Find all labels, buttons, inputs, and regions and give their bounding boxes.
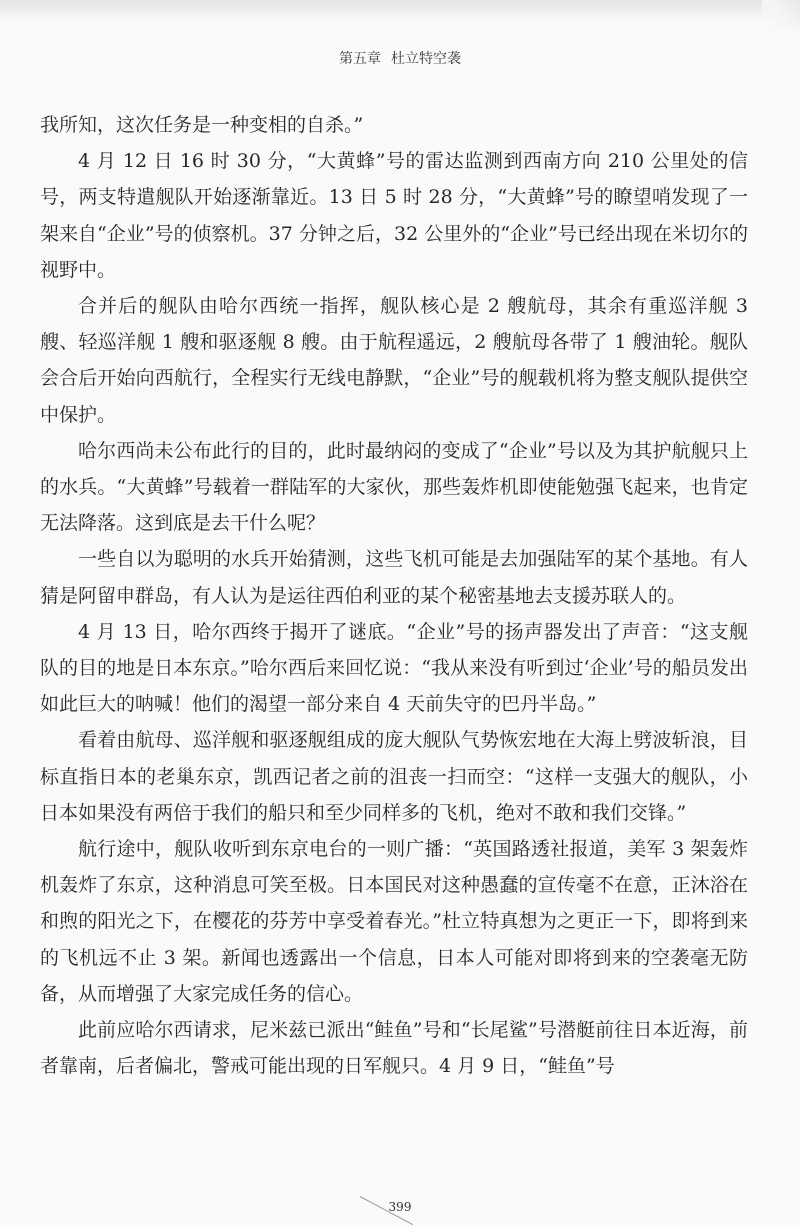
paragraph: 4 月 13 日，哈尔西终于揭开了谜底。“企业”号的扬声器发出了声音：“这支舰队的目的地是日本东京。”哈尔西后来回忆说：“我从来没有听到过‘企业’号的船员发出如此巨大的呐喊！他们的渴望一部分来自 4 天前失守的巴丹半岛。” — [40, 620, 748, 716]
chapter-title: 杜立特空袭 — [391, 51, 461, 67]
page-corner — [762, 0, 800, 30]
running-header — [0, 48, 800, 68]
scan-shadow — [0, 0, 800, 22]
paragraph: 我所知，这次任务是一种变相的自杀。” — [40, 114, 364, 136]
chapter-label: 第五章 — [339, 51, 381, 67]
body-text — [40, 107, 748, 1084]
paragraph: 看着由航母、巡洋舰和驱逐舰组成的庞大舰队气势恢宏地在大海上劈波斩浪，目标直指日本的老巢东京，凯西记者之前的沮丧一扫而空：“这样一支强大的舰队，小日本如果没有两倍于我们的船只和至少同样多的飞机，绝对不敢和我们交锋。” — [40, 729, 748, 824]
paragraph: 合并后的舰队由哈尔西统一指挥，舰队核心是 2 艘航母，其余有重巡洋舰 3 艘、轻巡洋舰 1 艘和驱逐舰 8 艘。由于航程遥远，2 艘航母各带了 1 艘油轮。舰队会合后开始向西航行，全程实行无线电静默，“企业”号的舰载机将为整支舰队提供空中保护。 — [40, 295, 748, 426]
paragraph: 哈尔西尚未公布此行的目的，此时最纳闷的变成了“企业”号以及为其护航舰只上的水兵。“大黄蜂”号载着一群陆军的大家伙，那些轰炸机即使能勉强飞起来，也肯定无法降落。这到底是去干什么呢？ — [40, 439, 748, 535]
paragraph: 一些自以为聪明的水兵开始猜测，这些飞机可能是去加强陆军的某个基地。有人猜是阿留申群岛，有人认为是运往西伯利亚的某个秘密基地去支援苏联人的。 — [40, 548, 748, 607]
paragraph: 4 月 12 日 16 时 30 分，“大黄蜂”号的雷达监测到西南方向 210 公里处的信号，两支特遣舰队开始逐渐靠近。13 日 5 时 28 分，“大黄蜂”号的瞭望哨发现了一架来自“企业”号的侦察机。37 分钟之后，32 公里外的“企业”号已经出现在米切尔的视野中。 — [40, 150, 748, 281]
page-number: 399 — [388, 1200, 412, 1214]
paragraph: 此前应哈尔西请求，尼米兹已派出“鲑鱼”号和“长尾鲨”号潜艇前往日本近海，前者靠南，后者偏北，警戒可能出现的日军舰只。4 月 9 日，“鲑鱼”号 — [40, 1019, 748, 1078]
paragraph: 航行途中，舰队收听到东京电台的一则广播：“英国路透社报道，美军 3 架轰炸机轰炸了东京，这种消息可笑至极。日本国民对这种愚蠢的宣传毫不在意，正沐浴在和煦的阳光之下，在樱花的芬芳中享受着春光。”杜立特真想为之更正一下，即将到来的飞机远不止 3 架。新闻也透露出一个信息，日本人可能对即将到来的空袭毫无防备，从而增强了大家完成任务的信心。 — [40, 838, 748, 1005]
